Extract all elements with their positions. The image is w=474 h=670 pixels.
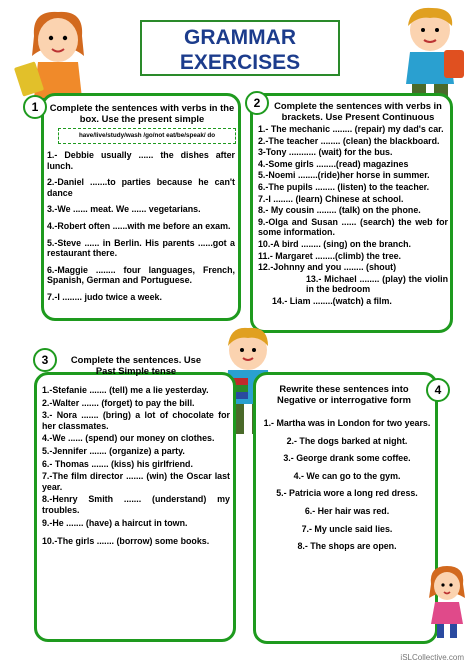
exercise-2-item: 10.-A bird ........ (sing) on the branch. (258, 238, 412, 249)
exercise-2-item: 4.-Some girls ........(read) magazines (258, 158, 409, 169)
exercise-3-item: 6.- Thomas ....... (kiss) his girlfriend. (42, 458, 193, 469)
exercise-4-item: 1.- Martha was in London for two years. (263, 418, 431, 428)
exercise-4-instruction: Rewrite these sentences into Negative or interrogative form (277, 383, 411, 405)
exercise-2-item: 3-Tony ........... (wait) for the bus. (258, 147, 393, 158)
exercise-3-item: 1.-Stefanie ....... (tell) me a lie yesterday. (42, 385, 209, 395)
worksheet-title (140, 20, 340, 76)
exercise-3-number: 3 (33, 348, 57, 372)
exercise-4-item: 4.- We can go to the gym. (293, 470, 401, 481)
exercise-3-item: 5.-Jennifer ....... (organize) a party. (42, 445, 185, 456)
exercise-4-item: 3.- George drank some coffee. (283, 453, 411, 464)
exercise-4-item: 8.- The shops are open. (297, 541, 397, 552)
exercise-1-item: 3.-We ...... meat. We ...... vegetarians. (47, 204, 201, 215)
exercise-2-item: 6.-The pupils ........ (listen) to the teacher. (258, 181, 430, 192)
exercise-1-item: 5.-Steve ...... in Berlin. His parents ......got a restaurant there. (47, 237, 235, 259)
exercise-2-item: 11.- Margaret ........(climb) the tree. (258, 250, 402, 261)
exercise-3-item: 9.-He ....... (have) a haircut in town. (42, 517, 188, 528)
exercise-1-number: 1 (23, 95, 47, 119)
exercise-1-item: 1.- Debbie usually ...... the dishes after lunch. (47, 150, 235, 171)
exercise-1-list (47, 150, 235, 309)
exercise-2-item: 12.-Johnny and you ........ (shout) (258, 262, 397, 273)
exercise-2-item: 2.-The teacher ........ (clean) the blackboard. (258, 135, 440, 146)
title-line-1: GRAMMAR (184, 26, 296, 49)
exercise-3-item: 8.-Henry Smith ....... (understand) my troubles. (42, 494, 230, 515)
exercise-2-item: 1.- The mechanic ........ (repair) my dad's car. (258, 124, 444, 134)
exercise-3-item: 10.-The girls ....... (borrow) some books. (42, 536, 210, 547)
exercise-4-number: 4 (426, 378, 450, 402)
exercise-4-item: 6.- Her hair was red. (304, 505, 390, 516)
exercise-3-item: 7.-The film director ....... (win) the Oscar last year. (42, 471, 230, 492)
exercise-1-word-box: have/live/study/wash /go/not eat/be/speak/ do (58, 128, 236, 144)
exercise-2-instruction: Complete the sentences with verbs in brackets. Use Present Continuous (274, 100, 442, 122)
girl-small-clipart-image (423, 564, 469, 640)
exercise-3-item: 4.-We ...... (spend) our money on clothes. (42, 433, 215, 444)
exercise-4-item: 2.- The dogs barked at night. (286, 435, 408, 446)
exercise-2-list (258, 124, 448, 308)
exercise-1-instruction: Complete the sentences with verbs in the box. Use the present simple (49, 102, 235, 124)
exercise-2-item: 5.-Noemi ........(ride)her horse in summer. (258, 170, 430, 181)
exercise-1-item: 7.-I ........ judo twice a week. (47, 291, 162, 302)
exercise-2-item: 13.- Michael ........ (play) the violin in the bedroom (306, 273, 448, 295)
exercise-4-item: 7.- My uncle said lies. (301, 523, 393, 534)
exercise-4-item: 5.- Patricia wore a long red dress. (276, 488, 418, 499)
exercise-2-item: 14.- Liam ........(watch) a film. (272, 295, 392, 306)
title-line-2: EXERCISES (179, 51, 301, 74)
exercise-2-number: 2 (245, 91, 269, 115)
exercise-2-item: 8.- My cousin ........ (talk) on the phone. (258, 205, 421, 216)
exercise-1-item: 6.-Maggie ........ four languages, French, Spanish, German and Portuguese. (47, 264, 235, 286)
exercise-3-item: 3.- Nora ....... (bring) a lot of chocolate for her classmates. (42, 410, 230, 431)
exercise-4-list (262, 418, 432, 559)
exercise-3-list (42, 385, 230, 549)
exercise-3-item: 2.-Walter ....... (forget) to pay the bill. (42, 397, 195, 408)
exercise-2-item: 7.-I ........ (learn) Chinese at school. (258, 193, 404, 204)
exercise-1-item: 2.-Daniel .......to parties because he can't dance (47, 177, 235, 198)
exercise-2-item: 9.-Olga and Susan ...... (search) the web for some information. (258, 216, 448, 238)
footer-credit: iSLCollective.com (400, 653, 464, 662)
exercise-3-instruction: Complete the sentences. Use Past Simple tense (70, 354, 202, 376)
exercise-1-item: 4.-Robert often ......with me before an exam. (47, 220, 231, 231)
